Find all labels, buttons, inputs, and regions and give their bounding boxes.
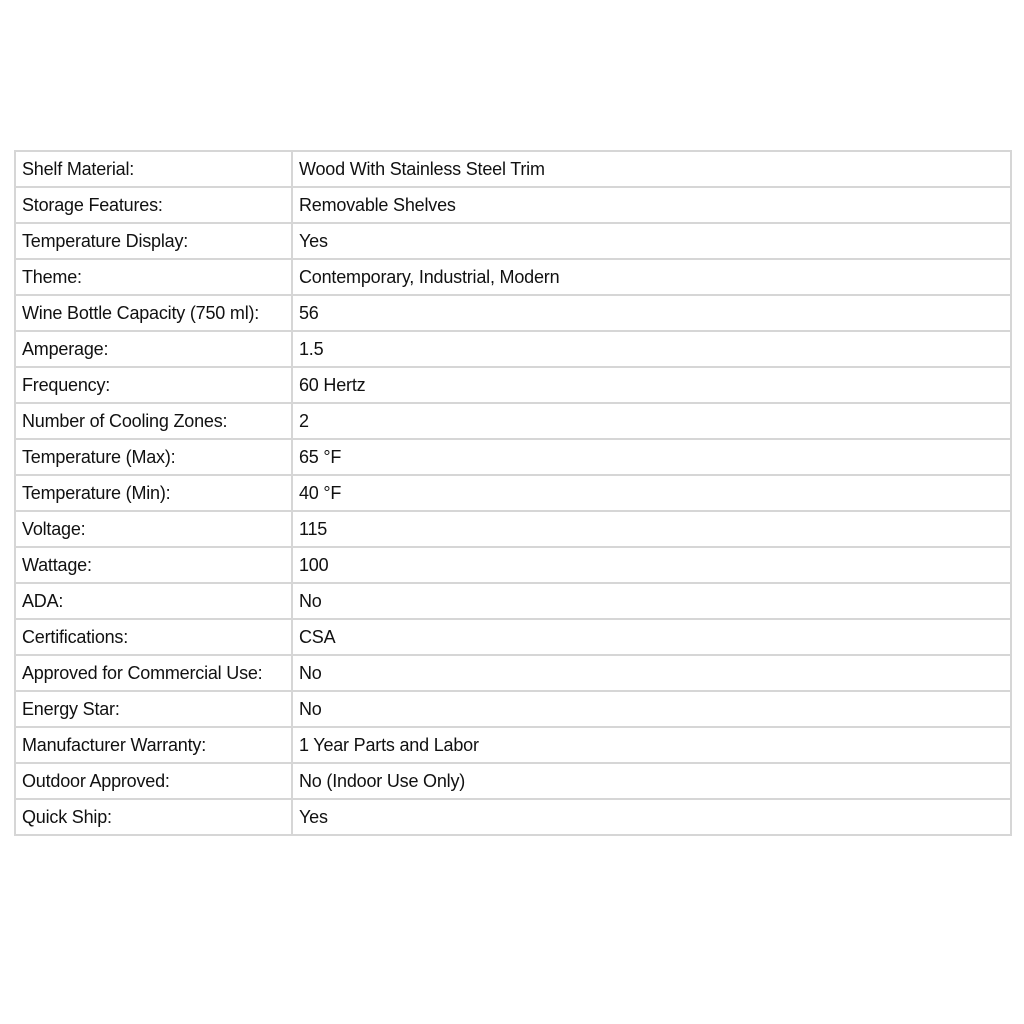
spec-value: No — [292, 655, 1011, 691]
table-row — [15, 259, 1011, 295]
table-row — [15, 475, 1011, 511]
spec-value: Wood With Stainless Steel Trim — [292, 151, 1011, 187]
spec-label: Temperature Display: — [15, 223, 292, 259]
spec-label: Storage Features: — [15, 187, 292, 223]
spec-label: Temperature (Max): — [15, 439, 292, 475]
spec-value: 2 — [292, 403, 1011, 439]
table-row — [15, 331, 1011, 367]
table-row — [15, 439, 1011, 475]
spec-value: Yes — [292, 223, 1011, 259]
spec-label: Theme: — [15, 259, 292, 295]
spec-value: 1.5 — [292, 331, 1011, 367]
spec-value: 65 °F — [292, 439, 1011, 475]
table-row — [15, 763, 1011, 799]
spec-label: Voltage: — [15, 511, 292, 547]
spec-value: No — [292, 691, 1011, 727]
specifications-table — [14, 150, 1012, 836]
table-row — [15, 547, 1011, 583]
spec-value: 100 — [292, 547, 1011, 583]
spec-label: Number of Cooling Zones: — [15, 403, 292, 439]
table-row — [15, 295, 1011, 331]
spec-value: 1 Year Parts and Labor — [292, 727, 1011, 763]
table-row — [15, 691, 1011, 727]
spec-value: Removable Shelves — [292, 187, 1011, 223]
table-row — [15, 367, 1011, 403]
spec-value: No — [292, 583, 1011, 619]
table-row — [15, 799, 1011, 835]
spec-value: Contemporary, Industrial, Modern — [292, 259, 1011, 295]
table-row — [15, 583, 1011, 619]
spec-label: Certifications: — [15, 619, 292, 655]
spec-label: Shelf Material: — [15, 151, 292, 187]
spec-value: 60 Hertz — [292, 367, 1011, 403]
table-row — [15, 619, 1011, 655]
spec-value: 40 °F — [292, 475, 1011, 511]
spec-label: Amperage: — [15, 331, 292, 367]
table-row — [15, 655, 1011, 691]
spec-label: Energy Star: — [15, 691, 292, 727]
specifications-table-body — [15, 151, 1011, 835]
table-row — [15, 151, 1011, 187]
spec-label: ADA: — [15, 583, 292, 619]
spec-value: 115 — [292, 511, 1011, 547]
spec-label: Wattage: — [15, 547, 292, 583]
spec-value: CSA — [292, 619, 1011, 655]
spec-label: Approved for Commercial Use: — [15, 655, 292, 691]
spec-value: No (Indoor Use Only) — [292, 763, 1011, 799]
table-row — [15, 223, 1011, 259]
table-row — [15, 187, 1011, 223]
spec-label: Quick Ship: — [15, 799, 292, 835]
spec-label: Manufacturer Warranty: — [15, 727, 292, 763]
table-row — [15, 403, 1011, 439]
spec-value: 56 — [292, 295, 1011, 331]
table-row — [15, 727, 1011, 763]
spec-label: Frequency: — [15, 367, 292, 403]
table-row — [15, 511, 1011, 547]
spec-label: Wine Bottle Capacity (750 ml): — [15, 295, 292, 331]
spec-value: Yes — [292, 799, 1011, 835]
spec-label: Temperature (Min): — [15, 475, 292, 511]
spec-label: Outdoor Approved: — [15, 763, 292, 799]
